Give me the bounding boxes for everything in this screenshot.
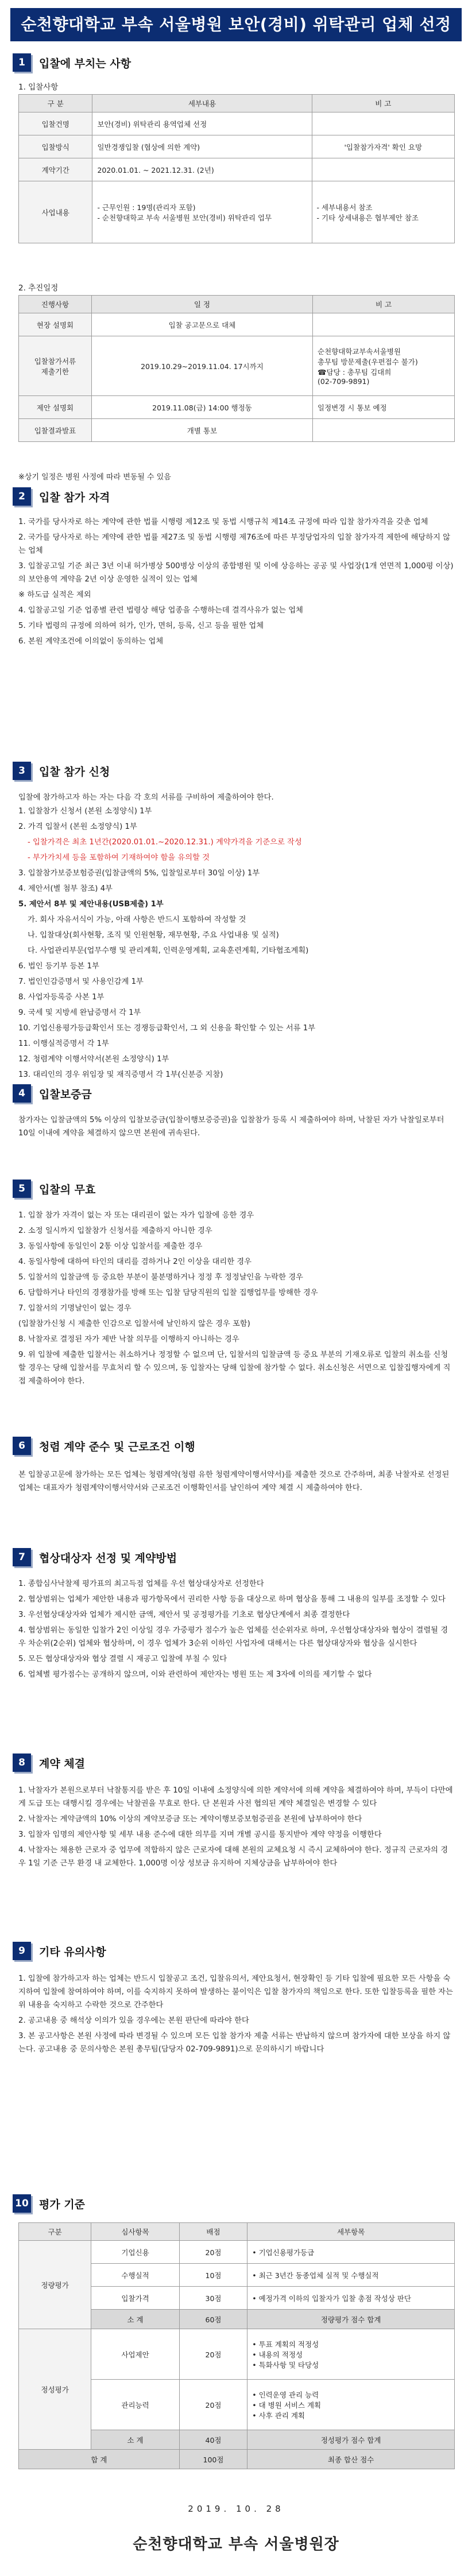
- row-schedule: 개별 통보: [91, 419, 312, 442]
- list-item: 2. 협상범위는 업체가 제안한 내용과 평가항목에서 권리한 사항 등을 대상으로 하며 협상을 통해 그 내용의 일부를 조정할 수 있다: [18, 1595, 446, 1604]
- criterion: 입찰가격: [91, 2287, 179, 2310]
- section-title: 입찰보증금: [39, 1088, 92, 1101]
- section-title: 입찰의 무효: [39, 1183, 96, 1196]
- criterion: 수행실적: [91, 2264, 179, 2287]
- list-item: 5. 모든 협상대상자와 협상 결렬 시 재공고 입찰에 부칠 수 있다: [18, 1655, 227, 1663]
- table-row: [19, 135, 455, 158]
- group-label: 정성평가: [19, 2329, 91, 2450]
- row-note: [312, 158, 454, 181]
- list-item: 4. 협상범위는 동일한 입찰가 2인 이상일 경우 가중평가 점수가 높은 업체를 선순위자로 하며, 우선협상대상자와 협상이 결렬될 경우 차순위(2순위) 업체와 협상하며, 이 경우 업체가 3순위 이하인 사업자에 대해서는 다른 협상대상자와 협상을 실시한다: [18, 1626, 448, 1648]
- bid-items-table: [18, 94, 455, 243]
- application-docs-list: [18, 805, 455, 1084]
- list-item: 6. 법인 등기부 등본 1부: [18, 962, 99, 971]
- list-item: 3. 입찰공고일 기준 최근 3년 이내 허가병상 500병상 이상의 종합병원 및 이에 상응하는 공공 및 사업장(1개 연면적 1,000평 이상)의 보안용역 계약을 2년 이상 운영한 실적이 있는 업체: [18, 562, 454, 584]
- table-row: [19, 313, 455, 336]
- list-item: 6. 본원 계약조건에 이의없이 동의하는 업체: [18, 637, 164, 646]
- list-item: 8. 사업자등록증 사본 1부: [18, 993, 105, 1002]
- subheading-schedule: 2. 추진일정: [18, 284, 59, 293]
- section-number: 1: [13, 53, 31, 72]
- section-4-header: [13, 1084, 461, 1103]
- row-schedule: 입찰 공고문으로 대체: [91, 313, 312, 336]
- table-header-cell: 비 고: [312, 95, 454, 112]
- section-2-header: [13, 487, 461, 506]
- issuer-signature: 순천향대학교 부속 서울병원장: [133, 2536, 339, 2553]
- table-row: [19, 158, 455, 181]
- list-item: 6. 업체별 평가점수는 공개하지 않으며, 이와 관련하여 제안자는 병원 또는 제 3자에 이의를 제기할 수 없다: [18, 1670, 372, 1679]
- table-row: [19, 2329, 455, 2380]
- row-note: [313, 313, 455, 336]
- bid-deposit-text: 참가자는 입찰금액의 5% 이상의 입찰보증금(입찰이행보증증권)을 입찰참가 등록 시 제출하여야 하며, 낙찰된 자가 낙찰일로부터 10일 이내에 계약을 체결하지 않으면 본원에 귀속된다.: [18, 1116, 444, 1138]
- criterion-detail: • 투표 계획의 적정성 • 내용의 적정성 • 특화사항 및 타당성: [247, 2329, 455, 2380]
- section-number: 6: [13, 1437, 31, 1455]
- list-item: 9. 국세 및 지방세 완납증명서 각 1부: [18, 1008, 141, 1017]
- section-7-header: [13, 1547, 461, 1567]
- list-item: 1. 종합심사낙찰제 평가표의 최고득점 업체를 우선 협상대상자로 선정한다: [18, 1580, 264, 1588]
- table-row: [19, 112, 455, 135]
- criterion: 관리능력: [91, 2380, 179, 2430]
- list-item: 6. 담합하거나 타인의 경쟁참가를 방해 또는 입찰 담당직원의 입찰 집행업무를 방해한 경우: [18, 1289, 318, 1297]
- list-item: - 부가가치세 등을 포함하여 기재하여야 함을 유의할 것: [28, 854, 210, 862]
- list-item: 3. 우선협상대상자와 업체가 제시한 금액, 제안서 및 공정평가를 기초로 협상단계에서 최종 결정한다: [18, 1611, 350, 1619]
- list-item: 가. 회사 자유서식이 가능, 아래 사항은 반드시 포함하여 작성할 것: [28, 915, 246, 924]
- row-label: 계약기간: [19, 158, 92, 181]
- row-detail: 일반경쟁입찰 (협상에 의한 계약): [92, 135, 312, 158]
- subtotal-detail: 정성평가 점수 합계: [247, 2430, 455, 2450]
- schedule-table: [18, 295, 455, 442]
- list-item: 10. 기업신용평가등급확인서 또는 경쟁등급확인서, 그 외 신용을 확인할 수 있는 서류 1부: [18, 1024, 316, 1033]
- row-note: 순천향대학교부속서울병원 총무팀 방문제출(우편접수 불가) ☎담당 : 총무팀 김대희 (02-709-9891): [313, 336, 455, 396]
- list-item: ※ 하도급 실적은 제외: [18, 591, 91, 599]
- score: 30점: [179, 2287, 247, 2310]
- list-item: 9. 위 입찰에 제출한 입찰서는 취소하거나 정정할 수 없으며 단, 입찰서의 입찰금액 등 중요 부분의 기재오류로 입찰의 취소를 신청할 경우는 당해 입찰서를 무효처리 할 수 있으며, 동 입찰자는 당해 입찰에 참가할 수 없다. 취소신청은 서면으로 입찰집행자에게 직접 제출하여야 한다.: [18, 1351, 451, 1386]
- list-item: 1. 입찰 참가 자격이 없는 자 또는 대리권이 없는 자가 입찰에 응한 경우: [18, 1211, 254, 1220]
- list-item: 3. 입찰자 임명의 제안사항 및 세부 내용 준수에 대한 의무를 지며 개별 공시를 통지받아 계약 약정을 이행한다: [18, 1830, 382, 1839]
- list-item: 13. 대리인의 경우 위임장 및 재직증명서 각 1부(신분증 지참): [18, 1070, 223, 1079]
- subtotal-score: 40점: [179, 2430, 247, 2450]
- row-label: 입찰결과발표: [19, 419, 92, 442]
- section-5-header: [13, 1179, 461, 1198]
- section-title: 입찰 참가 자격: [39, 491, 110, 504]
- section-title: 평가 기준: [39, 2198, 86, 2211]
- row-label: 입찰참가서류 제출기한: [19, 336, 92, 396]
- table-row: [19, 336, 455, 396]
- list-item: 2. 공고내용 중 해석상 이의가 있을 경우에는 본원 판단에 따라야 한다: [18, 2016, 249, 2025]
- section-title: 입찰 참가 신청: [39, 765, 110, 778]
- list-item: 2. 낙찰자는 계약금액의 10% 이상의 계약보증금 또는 계약이행보증보험증권을 본원에 납부하여야 한다: [18, 1815, 362, 1824]
- section-number: 5: [13, 1180, 31, 1198]
- subheading-bid-items: 1. 입찰사항: [18, 83, 59, 92]
- group-label: 정량평가: [19, 2241, 91, 2329]
- row-label: 제안 설명회: [19, 396, 92, 419]
- criterion-detail: • 최근 3년간 동종업체 실적 및 수행실적: [247, 2264, 455, 2287]
- section-title: 입찰에 부치는 사항: [39, 57, 131, 70]
- section-number: 4: [13, 1084, 31, 1103]
- row-label: 현장 설명회: [19, 313, 92, 336]
- subtotal-label: 소 계: [91, 2430, 179, 2450]
- list-item: 1. 입찰에 참가하고자 하는 업체는 반드시 입찰공고 조건, 입찰유의서, 제안요청서, 현장확인 등 기타 입찰에 필요한 모든 사항을 숙지하여 입찰에 참여하여야 하며, 이를 숙지하지 못하여 발생하는 불이익은 입찰 참가자의 책임으로 한다. 또한 입찰등록을 필한 자는 위 내용을 숙지하고 수락한 것으로 간주한다: [18, 1974, 453, 2009]
- table-header-cell: 배점: [179, 2223, 247, 2241]
- section-number: 10: [13, 2194, 31, 2213]
- section-8-header: [13, 1753, 461, 1772]
- score: 20점: [179, 2380, 247, 2430]
- notice-date: 2019. 10. 28: [188, 2504, 284, 2514]
- list-item: 2. 가격 입찰서 (본원 소정양식) 1부: [18, 823, 137, 831]
- row-note: '입찰참가자격' 확인 요망: [312, 135, 454, 158]
- list-item: 7. 입찰서의 기명날인이 없는 경우: [18, 1304, 131, 1313]
- table-header-cell: 비 고: [313, 296, 455, 313]
- criterion-detail: • 예정가격 이하의 입찰자가 입찰 총점 작성상 판단: [247, 2287, 455, 2310]
- notes-list: [18, 1972, 455, 2058]
- list-item: 5. 제안서 8부 및 제안내용(USB제출) 1부: [18, 900, 164, 909]
- score: 20점: [179, 2241, 247, 2264]
- table-header-cell: 심사항목: [91, 2223, 179, 2241]
- criterion-detail: • 인력운영 관리 능력 • 대 병원 서비스 계획 • 사후 관리 계획: [247, 2380, 455, 2430]
- row-note: - 세부내용서 참조 - 기타 상세내용은 협부제안 참조: [312, 181, 454, 243]
- list-item: - 입찰가격은 최초 1년간(2020.01.01.~2020.12.31.) 계약가격을 기준으로 작성: [28, 838, 302, 847]
- section-number: 7: [13, 1548, 31, 1566]
- evaluation-table: [18, 2222, 455, 2469]
- section-9-header: [13, 1941, 461, 1961]
- list-item: 다. 사업관리부문(업무수행 및 관리계획, 인력운영계획, 교육훈련계획, 기타협조계획): [28, 946, 309, 955]
- list-item: 4. 동일사항에 대하여 타인의 대리를 겸하거나 2인 이상을 대리한 경우: [18, 1258, 252, 1266]
- list-item: 5. 기타 법령의 규정에 의하여 허가, 인가, 면허, 등록, 신고 등을 필한 업체: [18, 622, 264, 630]
- section-number: 3: [13, 762, 31, 780]
- row-schedule: 2019.10.29~2019.11.04. 17시까지: [91, 336, 312, 396]
- criterion: 기업신용: [91, 2241, 179, 2264]
- table-header-cell: 구 분: [19, 95, 92, 112]
- row-label: 입찰방식: [19, 135, 92, 158]
- list-item: 3. 본 공고사항은 본원 사정에 따라 변경될 수 있으며 모든 입찰 참가자 제출 서류는 반납하지 않으며 참가자에 대한 보상을 하지 않는다. 공고내용 중 문의사항은 본원 총무팀(담당자 02-709-9891)으로 문의하시기 바랍니다: [18, 2032, 451, 2054]
- list-item: 4. 제안서(별 첨부 참조) 4부: [18, 884, 113, 893]
- table-header-cell: 진행사항: [19, 296, 92, 313]
- list-item: 3. 동일사항에 동일인이 2통 이상 입찰서를 제출한 경우: [18, 1242, 203, 1251]
- row-label: 입찰건명: [19, 112, 92, 135]
- eligibility-list: [18, 515, 455, 650]
- subtotal-detail: 정량평가 점수 합계: [247, 2310, 455, 2329]
- score: 20점: [179, 2329, 247, 2380]
- total-label: 합 계: [19, 2450, 180, 2469]
- row-note: 일정변경 시 통보 예정: [313, 396, 455, 419]
- subtotal-label: 소 계: [91, 2310, 179, 2329]
- criterion: 사업제안: [91, 2329, 179, 2380]
- integrity-text: 본 입찰공고문에 참가하는 모든 업체는 청렴계약(청렴 유한 청렴계약이행서약서)를 제출한 것으로 간주하며, 최종 낙찰자로 선정된 업체는 대표자가 청렴계약이행서약서와 근로조건 이행확인서를 날인하여 계약 체결 시 제출하여야 한다.: [18, 1471, 450, 1492]
- section-number: 8: [13, 1753, 31, 1772]
- row-schedule: 2019.11.08(금) 14:00 행정동: [91, 396, 312, 419]
- criterion-detail: • 기업신용평가등급: [247, 2241, 455, 2264]
- section-number: 2: [13, 487, 31, 506]
- list-item: 1. 낙찰자가 본원으로부터 낙찰통지를 받은 후 10일 이내에 소정양식에 의한 계약서에 의해 계약을 체결하여야 하며, 부득이 다만에게 도급 또는 대행시킬 경우에는 낙찰권을 무효로 한다. 단 본원과 사전 협의된 계약 체결일은 변경할 수 있다: [18, 1786, 453, 1808]
- row-detail: - 근무인원 : 19명(관리자 포함) - 순천향대학교 부속 서울병원 보안(경비) 위탁관리 업무: [92, 181, 312, 243]
- list-item: (입찰참가신청 시 제출한 인감으로 입찰서에 날인하지 않은 경우 포함): [18, 1320, 250, 1328]
- section-6-header: [13, 1436, 461, 1456]
- total-row: [19, 2450, 455, 2469]
- table-header-cell: 세부항목: [247, 2223, 455, 2241]
- section-title: 협상대상자 선정 및 계약방법: [39, 1551, 177, 1565]
- table-row: [19, 2241, 455, 2264]
- list-item: 나. 입찰대상(회사현황, 조직 및 인원현황, 재무현황, 주요 사업내용 및 실적): [28, 931, 279, 940]
- row-note: [313, 419, 455, 442]
- section-number: 9: [13, 1942, 31, 1960]
- table-header-cell: 일 정: [91, 296, 312, 313]
- row-note: [312, 112, 454, 135]
- list-item: 1. 국가를 당사자로 하는 계약에 관한 법률 시행령 제12조 및 동법 시행규칙 제14조 규정에 따라 입찰 참가자격을 갖춘 업체: [18, 518, 428, 526]
- list-item: 8. 낙찰자로 결정된 자가 제반 낙찰 의무를 이행하지 아니하는 경우: [18, 1335, 239, 1344]
- list-item: 2. 국가를 당사자로 하는 계약에 관한 법률 제27조 및 동법 시행령 제76조에 따른 부정당업자의 입찰 참가자격 제한에 해당하지 않는 업체: [18, 533, 450, 555]
- invalid-bid-list: [18, 1209, 455, 1390]
- total-score: 100점: [179, 2450, 247, 2469]
- contract-list: [18, 1784, 455, 1872]
- list-item: 1. 입찰참가 신청서 (본원 소정양식) 1부: [18, 807, 152, 816]
- list-item: 4. 낙찰자는 채용한 근로자 중 업무에 적합하지 않은 근로자에 대해 본원의 교체요청 시 즉시 교체하여야 한다. 정규직 근로자의 경우 1일 기준 근무 환경 내 교체한다. 1,000명 이상 성보금 유지하여 지체상금을 납부하여야 한다: [18, 1846, 448, 1868]
- section-10-header: [13, 2194, 461, 2213]
- section-1-header: [13, 53, 461, 72]
- list-item: 5. 입찰서의 입찰금액 등 중요한 부분이 불분명하거나 정정 후 정정날인을 누락한 경우: [18, 1273, 303, 1282]
- list-item: 11. 이행실적증명서 각 1부: [18, 1039, 109, 1048]
- list-item: 3. 입찰참가보증보험증권(입찰금액의 5%, 입찰일로부터 30일 이상) 1부: [18, 869, 260, 878]
- section-3-header: [13, 761, 461, 781]
- section-title: 계약 체결: [39, 1757, 86, 1770]
- score: 10점: [179, 2264, 247, 2287]
- row-detail: 보안(경비) 위탁관리 용역업체 선정: [92, 112, 312, 135]
- table-header-cell: 세부내용: [92, 95, 312, 112]
- section-title: 청렴 계약 준수 및 근로조건 이행: [39, 1440, 195, 1453]
- list-item: 4. 입찰공고일 기준 업종별 관련 법령상 해당 업종을 수행하는데 결격사유가 없는 업체: [18, 606, 303, 615]
- row-label: 사업내용: [19, 181, 92, 243]
- table-row: [19, 419, 455, 442]
- table-header-cell: 구분: [19, 2223, 91, 2241]
- schedule-note: ※상기 일정은 병원 사정에 따라 변동될 수 있음: [18, 473, 171, 482]
- total-detail: 최종 합산 점수: [247, 2450, 455, 2469]
- row-detail: 2020.01.01. ~ 2021.12.31. (2년): [92, 158, 312, 181]
- table-row: [19, 181, 455, 243]
- section-title: 기타 유의사항: [39, 1945, 106, 1958]
- list-item: 7. 법인인감증명서 및 사용인감계 1부: [18, 977, 144, 986]
- list-item: 2. 소정 일시까지 입찰참가 신청서를 제출하지 아니한 경우: [18, 1227, 212, 1235]
- negotiation-list: [18, 1577, 455, 1683]
- table-row: [19, 396, 455, 419]
- subtotal-score: 60점: [179, 2310, 247, 2329]
- page-title: 순천향대학교 부속 서울병원 보안(경비) 위탁관리 업체 선정 입찰공고: [10, 8, 462, 41]
- list-item: 12. 청렴계약 이행서약서(본원 소정양식) 1부: [18, 1055, 169, 1064]
- application-intro: 입찰에 참가하고자 하는 자는 다음 각 호의 서류를 구비하여 제출하여야 한다.: [18, 793, 274, 802]
